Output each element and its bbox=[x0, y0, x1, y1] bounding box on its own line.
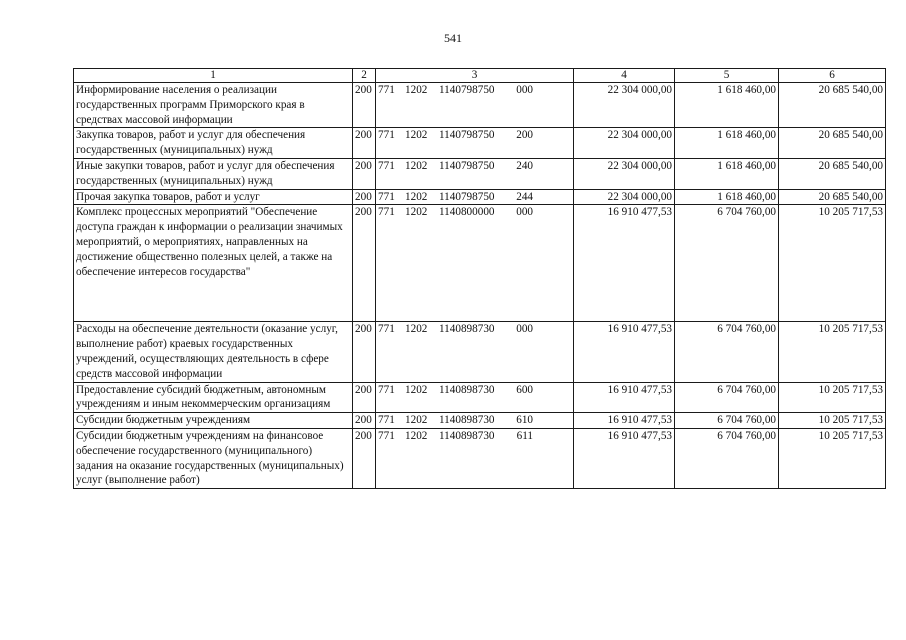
column-header-5: 5 bbox=[675, 69, 779, 83]
row-name: Субсидии бюджетным учреждениям bbox=[74, 413, 353, 429]
section-code: 771 bbox=[378, 84, 395, 96]
expense-type-code: 000 bbox=[516, 206, 533, 219]
page-number: 541 bbox=[444, 31, 462, 45]
row-value-col5: 1 618 460,00 bbox=[675, 128, 779, 159]
row-classification-code bbox=[376, 83, 574, 128]
row-value-col6: 10 205 717,53 bbox=[779, 205, 886, 322]
subsection-code: 1202 bbox=[405, 383, 428, 396]
subsection-code: 1202 bbox=[405, 190, 428, 203]
row-value-col5: 6 704 760,00 bbox=[675, 428, 779, 488]
row-value-col6: 10 205 717,53 bbox=[779, 322, 886, 382]
row-name: Закупка товаров, работ и услуг для обеспечения государственных (муниципальных) нужд bbox=[74, 128, 353, 159]
column-header-6: 6 bbox=[779, 69, 886, 83]
expense-type-code: 610 bbox=[516, 414, 533, 427]
expense-type-code: 240 bbox=[516, 159, 533, 172]
expense-type-code: 600 bbox=[516, 383, 533, 396]
row-value-col5: 6 704 760,00 bbox=[675, 382, 779, 413]
row-value-col6: 10 205 717,53 bbox=[779, 428, 886, 488]
table-row bbox=[74, 428, 886, 488]
table-header-row bbox=[74, 69, 886, 83]
row-value-col5: 6 704 760,00 bbox=[675, 205, 779, 322]
target-article-code: 1140800000 bbox=[439, 206, 495, 219]
subsection-code: 1202 bbox=[405, 323, 428, 336]
row-classification-code bbox=[376, 189, 574, 205]
expense-type-code: 244 bbox=[516, 190, 533, 203]
row-value-col5: 1 618 460,00 bbox=[675, 158, 779, 189]
expense-type-code: 000 bbox=[516, 84, 533, 96]
row-value-col6: 10 205 717,53 bbox=[779, 382, 886, 413]
row-value-col6: 10 205 717,53 bbox=[779, 413, 886, 429]
row-grbs-code: 200 bbox=[353, 205, 376, 322]
row-value-col6: 20 685 540,00 bbox=[779, 83, 886, 128]
row-grbs-code: 200 bbox=[353, 128, 376, 159]
section-code: 771 bbox=[378, 323, 395, 336]
row-grbs-code: 200 bbox=[353, 382, 376, 413]
column-header-1: 1 bbox=[74, 69, 353, 83]
row-value-col5: 6 704 760,00 bbox=[675, 413, 779, 429]
row-value-col6: 20 685 540,00 bbox=[779, 158, 886, 189]
table-row bbox=[74, 158, 886, 189]
row-classification-code bbox=[376, 428, 574, 488]
row-grbs-code: 200 bbox=[353, 158, 376, 189]
section-code: 771 bbox=[378, 159, 395, 172]
target-article-code: 1140898730 bbox=[439, 429, 495, 442]
target-article-code: 1140898730 bbox=[439, 323, 495, 336]
subsection-code: 1202 bbox=[405, 429, 428, 442]
row-classification-code bbox=[376, 382, 574, 413]
row-value-col4: 22 304 000,00 bbox=[574, 128, 675, 159]
section-code: 771 bbox=[378, 190, 395, 203]
row-value-col6: 20 685 540,00 bbox=[779, 128, 886, 159]
row-name: Расходы на обеспечение деятельности (оказание услуг, выполнение работ) краевых государственных учреждений, осуществляющих деятельность в сфере средств массовой информации bbox=[74, 322, 353, 382]
row-name: Предоставление субсидий бюджетным, автономным учреждениям и иным некоммерческим организациям bbox=[74, 382, 353, 413]
table-row bbox=[74, 413, 886, 429]
row-value-col5: 1 618 460,00 bbox=[675, 83, 779, 128]
target-article-code: 1140798750 bbox=[439, 84, 495, 96]
row-classification-code bbox=[376, 322, 574, 382]
column-header-3: 3 bbox=[376, 69, 574, 83]
subsection-code: 1202 bbox=[405, 84, 428, 96]
row-value-col4: 22 304 000,00 bbox=[574, 158, 675, 189]
row-grbs-code: 200 bbox=[353, 83, 376, 128]
row-classification-code bbox=[376, 205, 574, 322]
row-name: Прочая закупка товаров, работ и услуг bbox=[74, 189, 353, 205]
row-name: Комплекс процессных мероприятий "Обеспечение доступа граждан к информации о реализации значимых мероприятий, о мероприятиях, направленных на достижение общественно полезных целей, а также на обеспечение интересов государства" bbox=[74, 205, 353, 322]
subsection-code: 1202 bbox=[405, 206, 428, 219]
table-row bbox=[74, 322, 886, 382]
row-value-col4: 16 910 477,53 bbox=[574, 205, 675, 322]
budget-table bbox=[73, 68, 886, 489]
table-row bbox=[74, 83, 886, 128]
table-row bbox=[74, 205, 886, 322]
table-row bbox=[74, 382, 886, 413]
row-classification-code bbox=[376, 158, 574, 189]
target-article-code: 1140798750 bbox=[439, 190, 495, 203]
target-article-code: 1140898730 bbox=[439, 414, 495, 427]
row-value-col5: 1 618 460,00 bbox=[675, 189, 779, 205]
row-grbs-code: 200 bbox=[353, 189, 376, 205]
row-classification-code bbox=[376, 128, 574, 159]
row-value-col6: 20 685 540,00 bbox=[779, 189, 886, 205]
expense-type-code: 611 bbox=[516, 429, 533, 442]
row-value-col4: 22 304 000,00 bbox=[574, 189, 675, 205]
row-classification-code bbox=[376, 413, 574, 429]
row-value-col4: 16 910 477,53 bbox=[574, 322, 675, 382]
column-header-2: 2 bbox=[353, 69, 376, 83]
expense-type-code: 200 bbox=[516, 129, 533, 142]
row-name: Информирование населения о реализации государственных программ Приморского края в средствах массовой информации bbox=[74, 83, 353, 128]
subsection-code: 1202 bbox=[405, 159, 428, 172]
row-name: Субсидии бюджетным учреждениям на финансовое обеспечение государственного (муниципального) задания на оказание государственных (муниципальных) услуг (выполнение работ) bbox=[74, 428, 353, 488]
target-article-code: 1140798750 bbox=[439, 159, 495, 172]
target-article-code: 1140798750 bbox=[439, 129, 495, 142]
row-value-col4: 16 910 477,53 bbox=[574, 382, 675, 413]
target-article-code: 1140898730 bbox=[439, 383, 495, 396]
expense-type-code: 000 bbox=[516, 323, 533, 336]
row-value-col5: 6 704 760,00 bbox=[675, 322, 779, 382]
table-row bbox=[74, 128, 886, 159]
section-code: 771 bbox=[378, 129, 395, 142]
section-code: 771 bbox=[378, 206, 395, 219]
row-value-col4: 16 910 477,53 bbox=[574, 413, 675, 429]
section-code: 771 bbox=[378, 429, 395, 442]
column-header-4: 4 bbox=[574, 69, 675, 83]
subsection-code: 1202 bbox=[405, 414, 428, 427]
section-code: 771 bbox=[378, 414, 395, 427]
row-grbs-code: 200 bbox=[353, 322, 376, 382]
row-grbs-code: 200 bbox=[353, 413, 376, 429]
row-grbs-code: 200 bbox=[353, 428, 376, 488]
row-value-col4: 22 304 000,00 bbox=[574, 83, 675, 128]
table-row bbox=[74, 189, 886, 205]
section-code: 771 bbox=[378, 383, 395, 396]
row-name: Иные закупки товаров, работ и услуг для обеспечения государственных (муниципальных) нужд bbox=[74, 158, 353, 189]
row-value-col4: 16 910 477,53 bbox=[574, 428, 675, 488]
subsection-code: 1202 bbox=[405, 129, 428, 142]
